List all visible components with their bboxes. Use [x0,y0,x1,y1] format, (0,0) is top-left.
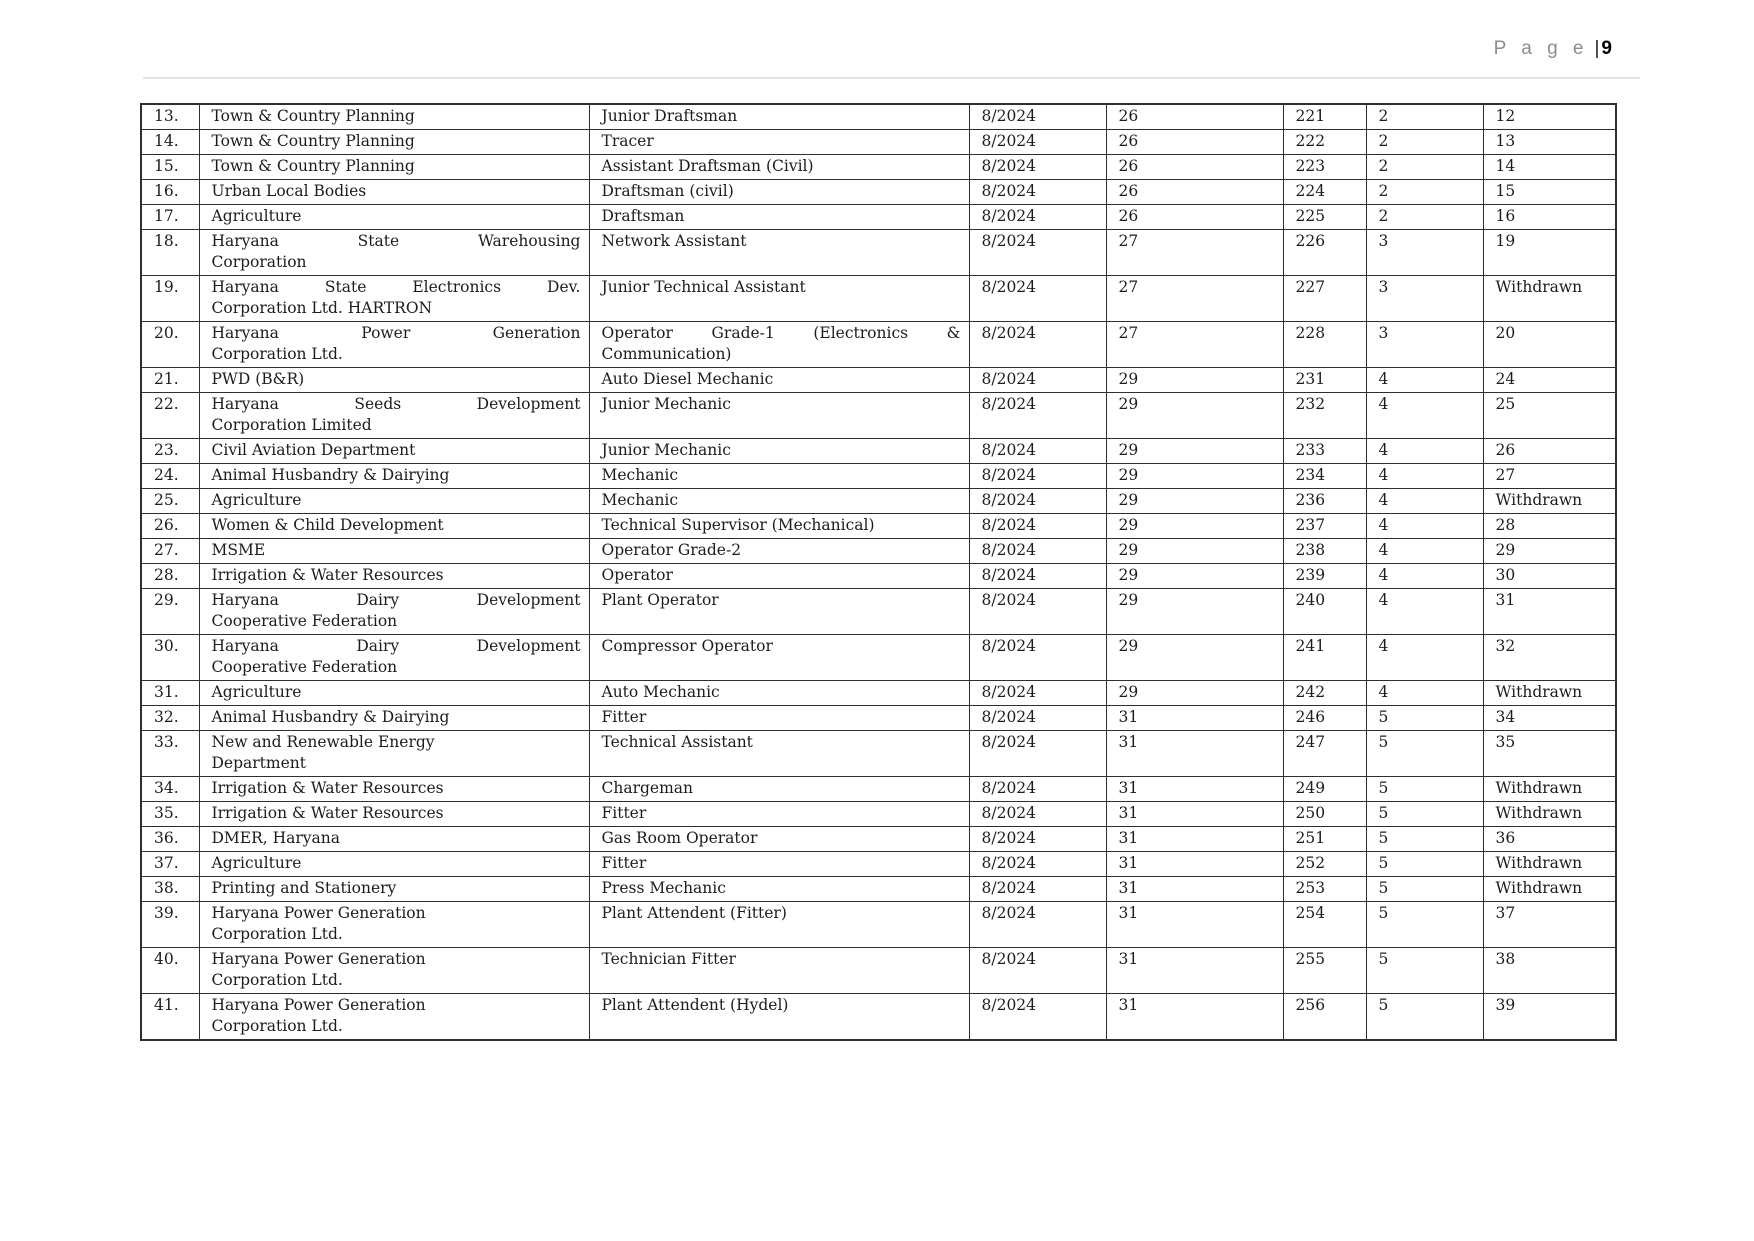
cell-category-number: 27 [1106,322,1283,368]
cell-designation: Network Assistant [589,230,969,276]
cell-serial-number: 37. [141,852,199,877]
cell-post-code: 224 [1283,180,1366,205]
cell-serial-number: 22. [141,393,199,439]
cell-designation: Draftsman (civil) [589,180,969,205]
table-row [141,777,1616,802]
cell-result-status: 30 [1483,564,1616,589]
cell-designation: Fitter [589,802,969,827]
cell-result-status: Withdrawn [1483,777,1616,802]
cell-department: Printing and Stationery [199,877,589,902]
cell-designation: Junior Technical Assistant [589,276,969,322]
cell-result-status: Withdrawn [1483,681,1616,706]
table-row [141,130,1616,155]
cell-serial-number: 24. [141,464,199,489]
table-row [141,104,1616,130]
cell-advt-month: 8/2024 [969,514,1106,539]
cell-result-status: 19 [1483,230,1616,276]
cell-category-number: 31 [1106,777,1283,802]
cell-group: 5 [1366,777,1483,802]
cell-designation: Operator [589,564,969,589]
table-row [141,464,1616,489]
cell-group: 5 [1366,706,1483,731]
cell-advt-month: 8/2024 [969,322,1106,368]
cell-department: Irrigation & Water Resources [199,802,589,827]
cell-post-code: 236 [1283,489,1366,514]
table-row [141,706,1616,731]
table-row [141,948,1616,994]
cell-result-status: 39 [1483,994,1616,1041]
cell-serial-number: 14. [141,130,199,155]
cell-category-number: 31 [1106,948,1283,994]
cell-category-number: 31 [1106,852,1283,877]
cell-group: 4 [1366,489,1483,514]
posts-table-body [141,104,1616,1040]
cell-group: 4 [1366,589,1483,635]
cell-serial-number: 33. [141,731,199,777]
cell-department: Haryana State Warehousing Corporation [199,230,589,276]
cell-post-code: 256 [1283,994,1366,1041]
cell-designation: Fitter [589,706,969,731]
cell-advt-month: 8/2024 [969,180,1106,205]
cell-department: Animal Husbandry & Dairying [199,706,589,731]
cell-advt-month: 8/2024 [969,539,1106,564]
cell-department: Haryana State Electronics Dev. Corporation Ltd. HARTRON [199,276,589,322]
cell-post-code: 239 [1283,564,1366,589]
cell-designation: Mechanic [589,489,969,514]
cell-designation: Operator Grade-2 [589,539,969,564]
cell-department: Haryana Dairy Development Cooperative Federation [199,635,589,681]
cell-post-code: 240 [1283,589,1366,635]
cell-post-code: 222 [1283,130,1366,155]
cell-result-status: 13 [1483,130,1616,155]
table-row [141,564,1616,589]
cell-designation: Assistant Draftsman (Civil) [589,155,969,180]
cell-result-status: 35 [1483,731,1616,777]
cell-designation: Chargeman [589,777,969,802]
cell-advt-month: 8/2024 [969,368,1106,393]
cell-serial-number: 31. [141,681,199,706]
cell-designation: Junior Mechanic [589,393,969,439]
cell-post-code: 231 [1283,368,1366,393]
cell-advt-month: 8/2024 [969,439,1106,464]
cell-category-number: 31 [1106,706,1283,731]
cell-result-status: 25 [1483,393,1616,439]
table-row [141,827,1616,852]
cell-category-number: 29 [1106,681,1283,706]
cell-result-status: 28 [1483,514,1616,539]
cell-designation: Technician Fitter [589,948,969,994]
cell-result-status: 26 [1483,439,1616,464]
cell-category-number: 31 [1106,877,1283,902]
header-rule [143,77,1640,79]
cell-department: Haryana Power Generation Corporation Ltd. [199,322,589,368]
cell-category-number: 31 [1106,731,1283,777]
cell-designation: Junior Mechanic [589,439,969,464]
cell-category-number: 29 [1106,489,1283,514]
table-row [141,994,1616,1041]
cell-post-code: 246 [1283,706,1366,731]
cell-result-status: 12 [1483,104,1616,130]
cell-category-number: 26 [1106,205,1283,230]
cell-result-status: 38 [1483,948,1616,994]
cell-serial-number: 25. [141,489,199,514]
cell-post-code: 250 [1283,802,1366,827]
cell-advt-month: 8/2024 [969,802,1106,827]
cell-category-number: 29 [1106,464,1283,489]
cell-advt-month: 8/2024 [969,635,1106,681]
table-row [141,802,1616,827]
cell-designation: Gas Room Operator [589,827,969,852]
cell-advt-month: 8/2024 [969,489,1106,514]
table-row [141,514,1616,539]
cell-category-number: 31 [1106,827,1283,852]
cell-post-code: 251 [1283,827,1366,852]
cell-department: Irrigation & Water Resources [199,777,589,802]
cell-designation: Press Mechanic [589,877,969,902]
cell-advt-month: 8/2024 [969,852,1106,877]
cell-result-status: 20 [1483,322,1616,368]
table-row [141,539,1616,564]
cell-category-number: 31 [1106,902,1283,948]
cell-result-status: 32 [1483,635,1616,681]
cell-department: Urban Local Bodies [199,180,589,205]
cell-group: 4 [1366,514,1483,539]
cell-serial-number: 38. [141,877,199,902]
cell-serial-number: 40. [141,948,199,994]
cell-designation: Mechanic [589,464,969,489]
cell-department: Haryana Dairy Development Cooperative Federation [199,589,589,635]
cell-post-code: 223 [1283,155,1366,180]
cell-category-number: 29 [1106,589,1283,635]
cell-serial-number: 27. [141,539,199,564]
cell-category-number: 26 [1106,180,1283,205]
cell-post-code: 233 [1283,439,1366,464]
cell-group: 3 [1366,276,1483,322]
cell-category-number: 31 [1106,994,1283,1041]
cell-serial-number: 21. [141,368,199,393]
cell-category-number: 29 [1106,439,1283,464]
page-number: 9 [1601,38,1612,59]
cell-result-status: Withdrawn [1483,877,1616,902]
cell-designation: Technical Assistant [589,731,969,777]
cell-post-code: 252 [1283,852,1366,877]
cell-department: Haryana Power Generation Corporation Ltd. [199,994,589,1041]
cell-department: Haryana Power Generation Corporation Ltd. [199,902,589,948]
cell-designation: Plant Attendent (Hydel) [589,994,969,1041]
cell-advt-month: 8/2024 [969,706,1106,731]
cell-result-status: 31 [1483,589,1616,635]
cell-result-status: Withdrawn [1483,489,1616,514]
table-row [141,681,1616,706]
cell-category-number: 31 [1106,802,1283,827]
cell-group: 5 [1366,902,1483,948]
posts-table [140,103,1617,1041]
cell-designation: Plant Operator [589,589,969,635]
cell-department: Civil Aviation Department [199,439,589,464]
cell-category-number: 29 [1106,564,1283,589]
cell-group: 3 [1366,322,1483,368]
cell-advt-month: 8/2024 [969,130,1106,155]
cell-post-code: 234 [1283,464,1366,489]
cell-post-code: 221 [1283,104,1366,130]
cell-category-number: 26 [1106,104,1283,130]
cell-result-status: 37 [1483,902,1616,948]
cell-designation: Draftsman [589,205,969,230]
cell-serial-number: 34. [141,777,199,802]
cell-category-number: 26 [1106,155,1283,180]
table-row [141,205,1616,230]
cell-serial-number: 19. [141,276,199,322]
table-row [141,276,1616,322]
cell-category-number: 29 [1106,393,1283,439]
cell-group: 4 [1366,464,1483,489]
cell-serial-number: 29. [141,589,199,635]
cell-department: Agriculture [199,489,589,514]
cell-group: 4 [1366,681,1483,706]
cell-group: 2 [1366,155,1483,180]
table-row [141,902,1616,948]
cell-department: Irrigation & Water Resources [199,564,589,589]
cell-advt-month: 8/2024 [969,731,1106,777]
table-row [141,731,1616,777]
cell-department: PWD (B&R) [199,368,589,393]
cell-designation: Junior Draftsman [589,104,969,130]
cell-department: DMER, Haryana [199,827,589,852]
cell-group: 2 [1366,205,1483,230]
page-header-separator: | [1594,38,1600,59]
cell-department: Town & Country Planning [199,104,589,130]
cell-advt-month: 8/2024 [969,681,1106,706]
cell-designation: Auto Mechanic [589,681,969,706]
cell-post-code: 232 [1283,393,1366,439]
cell-advt-month: 8/2024 [969,877,1106,902]
cell-result-status: Withdrawn [1483,852,1616,877]
table-row [141,635,1616,681]
cell-serial-number: 32. [141,706,199,731]
cell-group: 2 [1366,104,1483,130]
cell-group: 4 [1366,564,1483,589]
cell-advt-month: 8/2024 [969,902,1106,948]
cell-department: Agriculture [199,205,589,230]
cell-result-status: 14 [1483,155,1616,180]
cell-serial-number: 18. [141,230,199,276]
cell-advt-month: 8/2024 [969,564,1106,589]
cell-advt-month: 8/2024 [969,276,1106,322]
cell-designation: Tracer [589,130,969,155]
cell-group: 5 [1366,877,1483,902]
cell-post-code: 228 [1283,322,1366,368]
cell-post-code: 226 [1283,230,1366,276]
cell-post-code: 227 [1283,276,1366,322]
cell-group: 4 [1366,393,1483,439]
cell-group: 5 [1366,994,1483,1041]
cell-serial-number: 17. [141,205,199,230]
cell-designation: Compressor Operator [589,635,969,681]
cell-designation: Auto Diesel Mechanic [589,368,969,393]
cell-serial-number: 30. [141,635,199,681]
page-header [1494,38,1612,60]
table-row [141,393,1616,439]
cell-post-code: 237 [1283,514,1366,539]
cell-serial-number: 36. [141,827,199,852]
cell-group: 4 [1366,635,1483,681]
cell-advt-month: 8/2024 [969,464,1106,489]
cell-advt-month: 8/2024 [969,948,1106,994]
cell-result-status: 36 [1483,827,1616,852]
cell-group: 4 [1366,539,1483,564]
table-row [141,230,1616,276]
cell-department: Town & Country Planning [199,155,589,180]
cell-result-status: 34 [1483,706,1616,731]
cell-post-code: 255 [1283,948,1366,994]
cell-post-code: 242 [1283,681,1366,706]
page-header-label: P a g e [1493,38,1589,59]
cell-result-status: Withdrawn [1483,802,1616,827]
cell-result-status: 16 [1483,205,1616,230]
cell-serial-number: 41. [141,994,199,1041]
cell-group: 5 [1366,852,1483,877]
cell-serial-number: 13. [141,104,199,130]
cell-serial-number: 16. [141,180,199,205]
cell-group: 5 [1366,731,1483,777]
cell-department: MSME [199,539,589,564]
cell-post-code: 238 [1283,539,1366,564]
cell-result-status: 15 [1483,180,1616,205]
cell-category-number: 27 [1106,230,1283,276]
cell-category-number: 29 [1106,514,1283,539]
cell-category-number: 29 [1106,635,1283,681]
cell-department: Animal Husbandry & Dairying [199,464,589,489]
cell-advt-month: 8/2024 [969,205,1106,230]
table-row [141,852,1616,877]
cell-designation: Plant Attendent (Fitter) [589,902,969,948]
cell-designation: Fitter [589,852,969,877]
cell-department: Agriculture [199,681,589,706]
cell-serial-number: 20. [141,322,199,368]
cell-post-code: 254 [1283,902,1366,948]
cell-post-code: 241 [1283,635,1366,681]
cell-department: Haryana Power Generation Corporation Ltd. [199,948,589,994]
cell-category-number: 29 [1106,539,1283,564]
cell-department: Women & Child Development [199,514,589,539]
cell-post-code: 253 [1283,877,1366,902]
cell-result-status: 24 [1483,368,1616,393]
cell-serial-number: 23. [141,439,199,464]
cell-department: New and Renewable Energy Department [199,731,589,777]
cell-advt-month: 8/2024 [969,589,1106,635]
cell-result-status: 27 [1483,464,1616,489]
cell-advt-month: 8/2024 [969,230,1106,276]
table-row [141,368,1616,393]
cell-category-number: 26 [1106,130,1283,155]
cell-serial-number: 39. [141,902,199,948]
cell-group: 5 [1366,802,1483,827]
cell-post-code: 247 [1283,731,1366,777]
cell-result-status: 29 [1483,539,1616,564]
cell-group: 2 [1366,180,1483,205]
cell-group: 4 [1366,439,1483,464]
cell-advt-month: 8/2024 [969,777,1106,802]
cell-serial-number: 35. [141,802,199,827]
cell-result-status: Withdrawn [1483,276,1616,322]
cell-serial-number: 28. [141,564,199,589]
table-row [141,439,1616,464]
cell-designation: Technical Supervisor (Mechanical) [589,514,969,539]
cell-group: 4 [1366,368,1483,393]
table-row [141,155,1616,180]
table-row [141,180,1616,205]
cell-department: Town & Country Planning [199,130,589,155]
cell-designation: Operator Grade-1 (Electronics & Communication) [589,322,969,368]
cell-post-code: 249 [1283,777,1366,802]
cell-advt-month: 8/2024 [969,104,1106,130]
cell-advt-month: 8/2024 [969,393,1106,439]
cell-department: Haryana Seeds Development Corporation Limited [199,393,589,439]
cell-serial-number: 15. [141,155,199,180]
cell-group: 3 [1366,230,1483,276]
cell-advt-month: 8/2024 [969,994,1106,1041]
table-row [141,877,1616,902]
cell-department: Agriculture [199,852,589,877]
table-row [141,589,1616,635]
cell-category-number: 29 [1106,368,1283,393]
cell-group: 5 [1366,827,1483,852]
cell-advt-month: 8/2024 [969,827,1106,852]
table-row [141,489,1616,514]
cell-group: 5 [1366,948,1483,994]
cell-category-number: 27 [1106,276,1283,322]
cell-group: 2 [1366,130,1483,155]
cell-serial-number: 26. [141,514,199,539]
cell-advt-month: 8/2024 [969,155,1106,180]
table-row [141,322,1616,368]
cell-post-code: 225 [1283,205,1366,230]
